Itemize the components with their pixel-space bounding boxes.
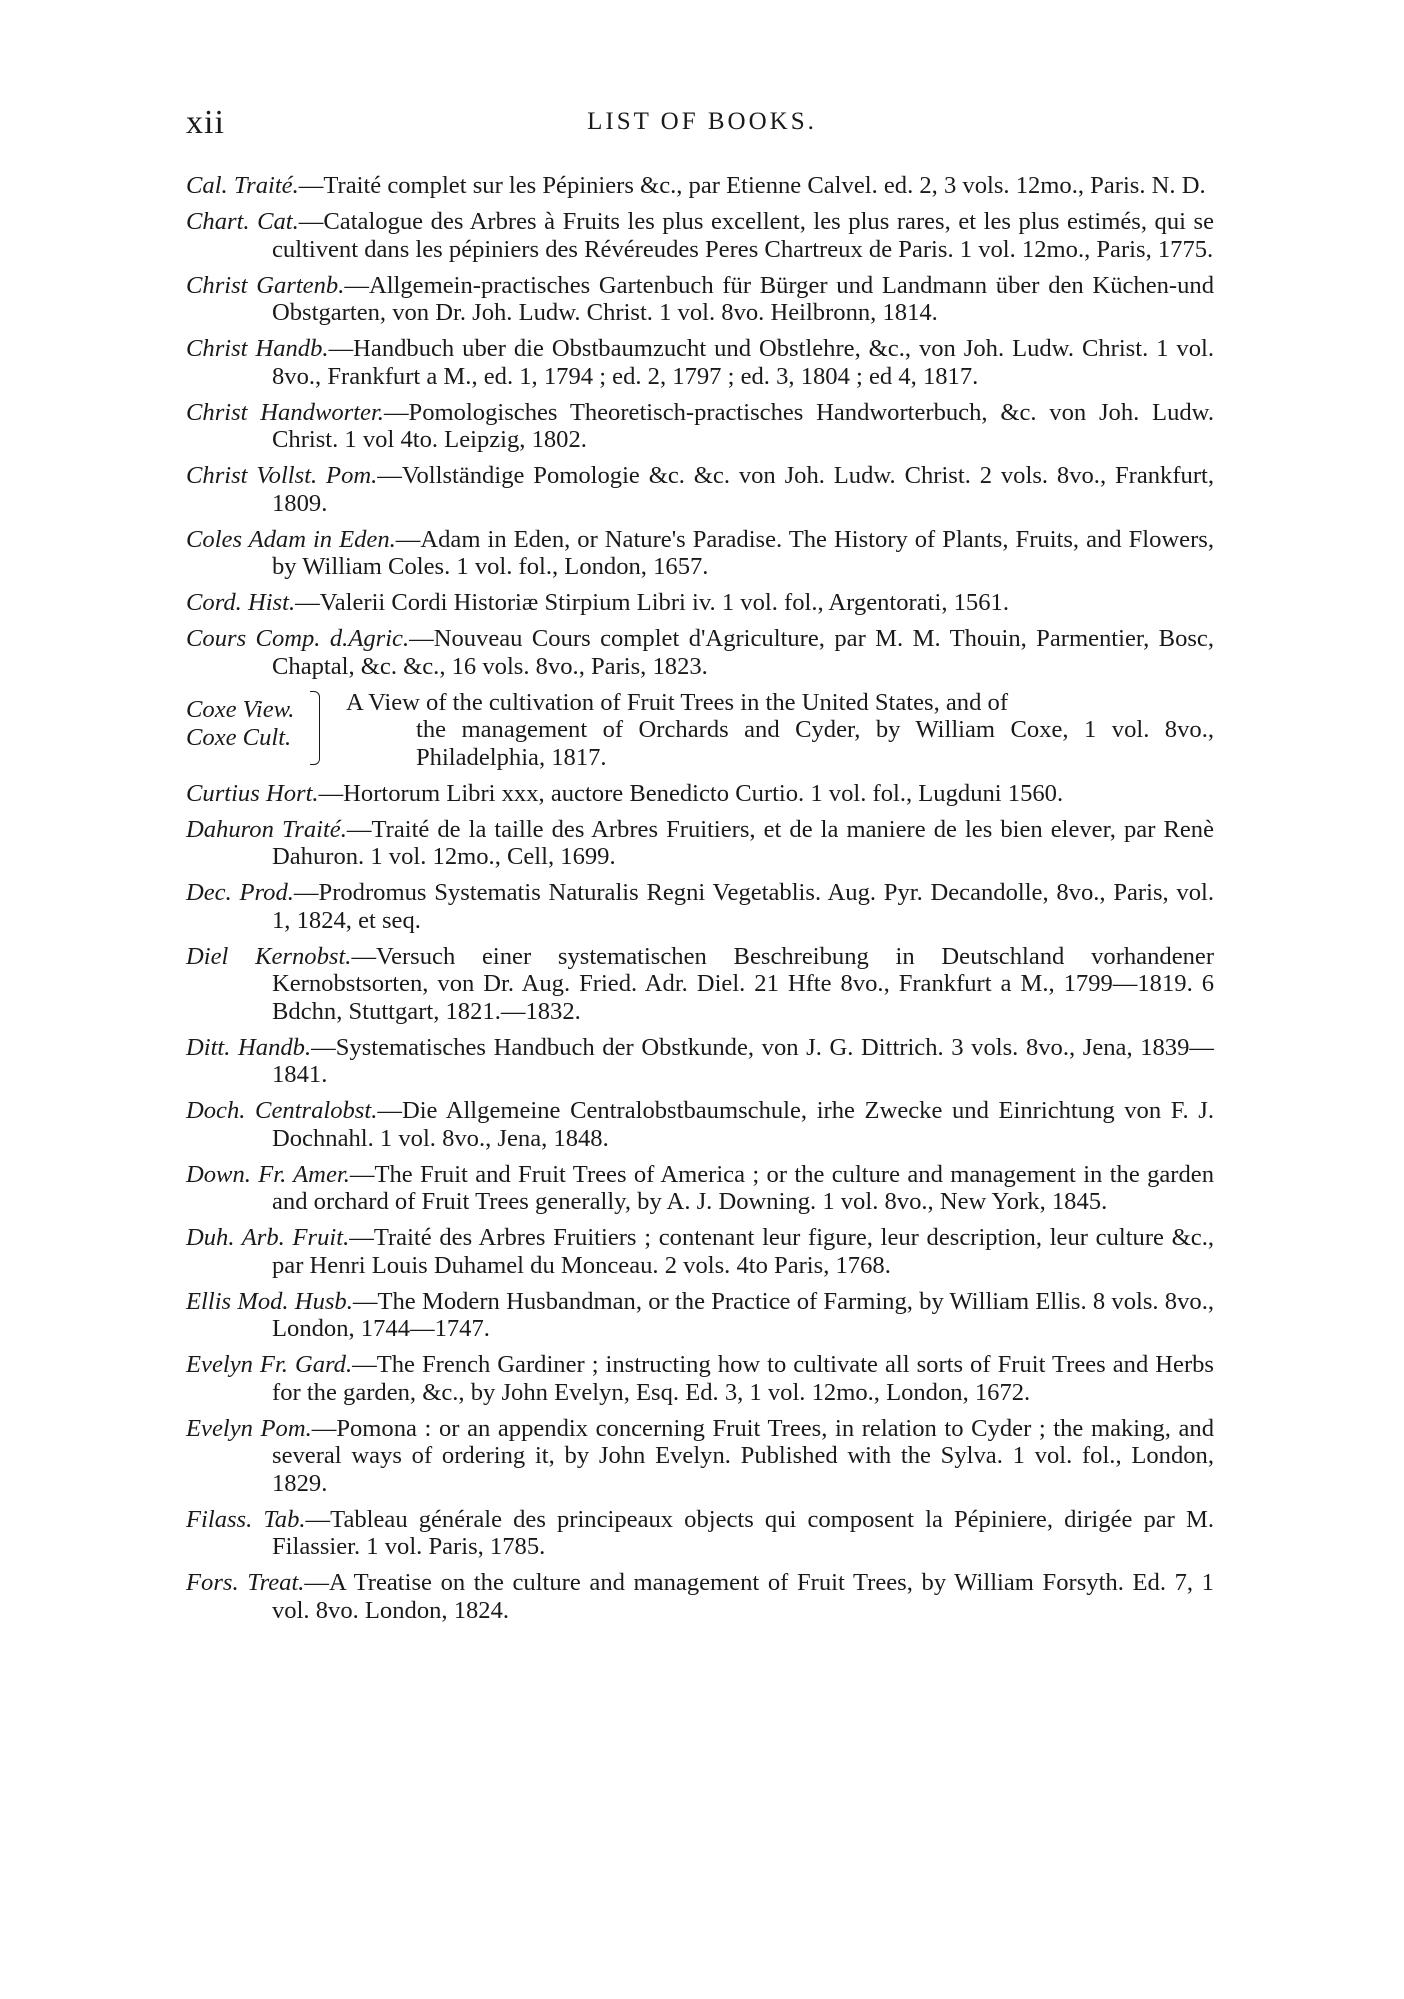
list-item: [186, 272, 1214, 327]
entry-abbreviation: Christ Vollst. Pom.: [186, 462, 378, 489]
entry-text: —Vollständige Pomologie &c. &c. von Joh. Ludw. Christ. 2 vols. 8vo., Frankfurt, 1809.: [272, 462, 1214, 517]
entry-text: —Die Allgemeine Centralobstbaumschule, irhe Zwecke und Einrichtung von F. J. Dochnahl. 1 vol. 8vo., Jena, 1848.: [272, 1097, 1214, 1152]
entry-text: —The Fruit and Fruit Trees of America ; or the culture and management in the garden and orchard of Fruit Trees generally, by A. J. Downing. 1 vol. 8vo., New York, 1845.: [272, 1160, 1214, 1215]
list-item: [186, 1288, 1214, 1343]
entry-abbreviation: Cord. Hist.: [186, 589, 296, 616]
list-item: [186, 208, 1214, 263]
list-item: [186, 816, 1214, 871]
entry-abbreviation: Coles Adam in Eden.: [186, 525, 396, 553]
entry-text: —Catalogue des Arbres à Fruits les plus excellent, les plus rares, et les plus estimés, qui se cultivent dans les pépiniers des Révéreudes Peres Chartreux de Paris. 1 vol. 12mo., Paris, 1775.: [272, 208, 1214, 263]
entry-text: —Pomona : or an appendix concerning Fruit Trees, in relation to Cyder ; the making, and several ways of ordering it, by John Evelyn. Published with the Sylva. 1 vol. fol., London, 1829.: [272, 1414, 1214, 1497]
entry-text: —Nouveau Cours complet d'Agriculture, par M. M. Thouin, Parmentier, Bosc, Chaptal, &c. &c., 16 vols. 8vo., Paris, 1823.: [272, 625, 1214, 680]
entry-text: A View of the cultivation of Fruit Trees in the United States, and of: [346, 688, 1009, 716]
entry-text: —A Treatise on the culture and management of Fruit Trees, by William Forsyth. Ed. 7, 1 vol. 8vo. London, 1824.: [272, 1569, 1214, 1624]
brace-icon: [310, 691, 320, 766]
list-item: [186, 1097, 1214, 1152]
entry-abbreviation: Ellis Mod. Husb.: [186, 1287, 353, 1315]
entry-abbreviation-group: [186, 689, 346, 772]
list-item: [186, 526, 1214, 581]
entry-abbreviation: Christ Handb.: [186, 335, 329, 362]
list-item: [186, 1415, 1214, 1498]
entry-text: —Traité complet sur les Pépiniers &c., par Etienne Calvel. ed. 2, 3 vols. 12mo., Paris. N. D.: [298, 172, 1206, 199]
entry-text: —Traité des Arbres Fruitiers ; contenant leur figure, leur description, leur culture &c., par Henri Louis Duhamel du Monceau. 2 vols. 4to Paris, 1768.: [272, 1224, 1214, 1279]
list-item: [186, 1351, 1214, 1406]
entry-abbreviation: Down. Fr. Amer.: [186, 1160, 350, 1188]
list-item: [186, 589, 1214, 617]
list-item: [186, 335, 1214, 390]
entry-abbreviation: Dahuron Traité.: [186, 815, 347, 843]
entry-abbreviation: Duh. Arb. Fruit.: [186, 1224, 350, 1251]
list-item: [186, 462, 1214, 517]
entry-text: —Allgemein-practisches Gartenbuch für Bürger und Landmann über den Küchen-und Obstgarten, von Dr. Joh. Ludw. Christ. 1 vol. 8vo. Heilbronn, 1814.: [272, 271, 1214, 326]
entry-text: —Versuch einer systematischen Beschreibung in Deutschland vorhandener Kernobstsorten, von Dr. Aug. Fried. Adr. Diel. 21 Hfte 8vo., Frankfurt a M., 1799—1819. 6 Bdchn, Stuttgart, 1821.—1832.: [272, 942, 1215, 1025]
entry-text: —Traité de la taille des Arbres Fruitiers, et de la maniere de les bien elever, par Renè Dahuron. 1 vol. 12mo., Cell, 1699.: [272, 815, 1214, 870]
entry-text: —Valerii Cordi Historiæ Stirpium Libri iv. 1 vol. fol., Argentorati, 1561.: [295, 589, 1009, 616]
entry-abbreviation: Doch. Centralobst.: [186, 1097, 378, 1124]
page-number: xii: [186, 104, 225, 141]
entry-text: the management of Orchards and Cyder, by William Coxe, 1 vol. 8vo., Philadelphia, 1817.: [416, 716, 1214, 771]
entry-abbreviation: Cours Comp. d.Agric.: [186, 625, 410, 652]
entry-abbreviation: Filass. Tab.: [186, 1505, 306, 1533]
entry-text: —Adam in Eden, or Nature's Paradise. The History of Plants, Fruits, and Flowers, by William Coles. 1 vol. fol., London, 1657.: [272, 525, 1214, 580]
list-item: [186, 172, 1214, 200]
list-item: [186, 1034, 1214, 1089]
entry-text: —The French Gardiner ; instructing how to cultivate all sorts of Fruit Trees and Herbs for the garden, &c., by John Evelyn, Esq. Ed. 3, 1 vol. 12mo., London, 1672.: [272, 1351, 1215, 1406]
entry-text: —Hortorum Libri xxx, auctore Benedicto Curtio. 1 vol. fol., Lugduni 1560.: [318, 779, 1064, 807]
list-item: [186, 1569, 1214, 1624]
list-item: [186, 943, 1214, 1026]
list-item: [186, 1506, 1214, 1561]
entry-text: —Tableau générale des principeaux objects qui composent la Pépiniere, dirigée par M. Filassier. 1 vol. Paris, 1785.: [272, 1505, 1214, 1560]
entry-text: —The Modern Husbandman, or the Practice of Farming, by William Ellis. 8 vols. 8vo., London, 1744—1747.: [272, 1287, 1214, 1342]
entry-text: —Prodromus Systematis Naturalis Regni Vegetablis. Aug. Pyr. Decandolle, 8vo., Paris, vol. 1, 1824, et seq.: [272, 879, 1214, 934]
entry-abbreviation: Dec. Prod.: [186, 879, 294, 906]
entry-abbreviation: Curtius Hort.: [186, 779, 319, 807]
list-item: [186, 625, 1214, 680]
entry-abbreviation: Fors. Treat.: [186, 1569, 305, 1596]
list-item: [186, 1161, 1214, 1216]
entry-abbreviation: Evelyn Fr. Gard.: [186, 1351, 353, 1378]
entry-abbreviation: Ditt. Handb.: [186, 1033, 312, 1061]
entry-abbreviation: Cal. Traité.: [186, 172, 299, 199]
running-head: LIST OF BOOKS.: [587, 108, 817, 135]
entry-text: —Pomologisches Theoretisch-practisches Handworterbuch, &c. von Joh. Ludw. Christ. 1 vol 4to. Leipzig, 1802.: [272, 398, 1214, 453]
list-item: [186, 780, 1214, 808]
book-list: [186, 172, 1214, 1633]
entry-abbreviation: Diel Kernobst.: [186, 942, 352, 970]
list-item: [186, 399, 1214, 454]
entry-abbreviation: Chart. Cat.: [186, 208, 299, 235]
entry-abbreviation: Evelyn Pom.: [186, 1414, 312, 1442]
entry-text: —Systematisches Handbuch der Obstkunde, von J. G. Dittrich. 3 vols. 8vo., Jena, 1839—1841.: [272, 1033, 1214, 1088]
list-item-bracketed: [186, 689, 1214, 772]
entry-text: —Handbuch uber die Obstbaumzucht und Obstlehre, &c., von Joh. Ludw. Christ. 1 vol. 8vo., Frankfurt a M., ed. 1, 1794 ; ed. 2, 1797 ; ed. 3, 1804 ; ed 4, 1817.: [272, 335, 1214, 390]
entry-abbreviation: Christ Handworter.: [186, 398, 384, 426]
entry-abbreviation: Coxe View.: [186, 696, 295, 724]
entry-abbreviation: Coxe Cult.: [186, 723, 292, 751]
list-item: [186, 879, 1214, 934]
entry-abbreviation: Christ Gartenb.: [186, 271, 345, 299]
list-item: [186, 1224, 1214, 1279]
